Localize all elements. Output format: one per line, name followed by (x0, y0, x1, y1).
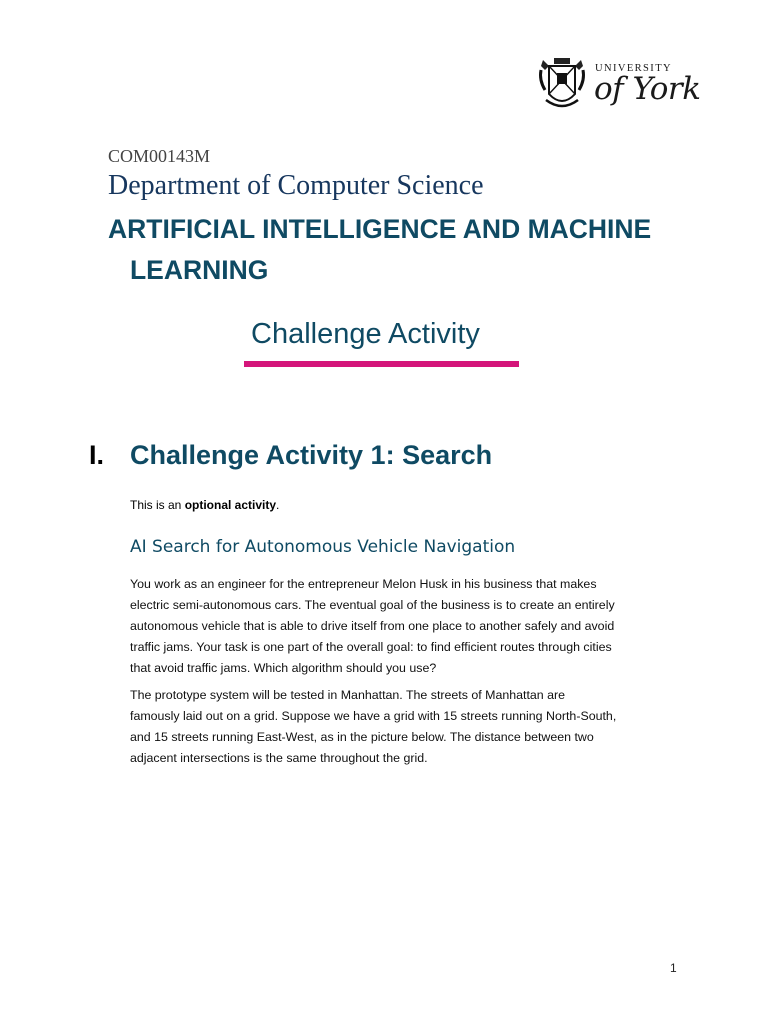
intro-text (130, 498, 279, 512)
paragraph-2-line: famously laid out on a grid. Suppose we have a grid with 15 streets running North-South, (130, 709, 617, 723)
paragraph-2-line: adjacent intersections is the same throughout the grid. (130, 751, 428, 765)
logo-york-text: of York (594, 71, 701, 107)
paragraph-1-line: traffic jams. Your task is one part of the overall goal: to find efficient routes through cities (130, 640, 612, 654)
university-logo (537, 56, 701, 114)
paragraph-1-line: electric semi-autonomous cars. The eventual goal of the business is to create an entirely (130, 598, 615, 612)
paragraph-2-line: and 15 streets running East-West, as in the picture below. The distance between two (130, 730, 594, 744)
module-title-line-1: ARTIFICIAL INTELLIGENCE AND MACHINE (108, 214, 652, 244)
section-title: Challenge Activity 1: Search (130, 440, 493, 470)
logo-university-text: UNIVERSITY (595, 63, 672, 74)
york-crest-icon (537, 56, 587, 114)
department-title: Department of Computer Science (108, 170, 484, 201)
banner-underline (244, 361, 519, 367)
section-numeral: I. (89, 440, 105, 470)
course-code: COM00143M (108, 146, 211, 166)
paragraph-1-line: that avoid traffic jams. Which algorithm should you use? (130, 661, 437, 675)
intro-prefix: This is an (130, 498, 185, 512)
subheading: AI Search for Autonomous Vehicle Navigation (130, 537, 516, 557)
challenge-banner-title: Challenge Activity (251, 318, 480, 350)
paragraph-2-line: The prototype system will be tested in Manhattan. The streets of Manhattan are (130, 688, 566, 702)
paragraph-2 (130, 685, 690, 769)
paragraph-1 (130, 574, 690, 679)
module-title (108, 209, 708, 291)
intro-suffix: . (276, 498, 280, 512)
page-number: 1 (670, 961, 677, 975)
paragraph-1-line: You work as an engineer for the entrepreneur Melon Husk in his business that makes (130, 577, 597, 591)
paragraph-1-line: autonomous vehicle that is able to drive itself from one place to another safely and avoid (130, 619, 615, 633)
module-title-line-2: LEARNING (130, 255, 269, 285)
section-heading (89, 440, 492, 471)
intro-bold: optional activity (184, 498, 277, 512)
